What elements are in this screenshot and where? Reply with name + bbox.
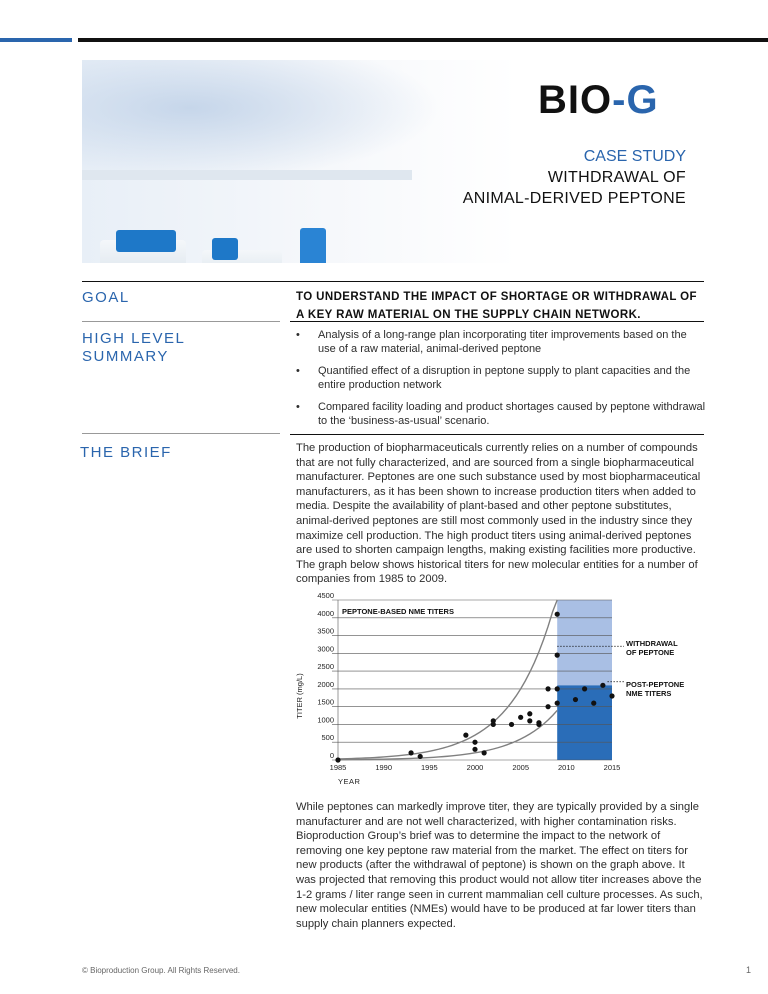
data-point [335, 757, 340, 762]
divider-goal-top [82, 281, 704, 282]
hero-title [463, 146, 686, 209]
data-point [408, 750, 413, 755]
data-point [609, 693, 614, 698]
upper-trend-curve [338, 600, 557, 759]
list-item: • Compared facility loading and product shortages caused by peptone withdrawal to the ‘business-as-usual’ scenario. [296, 401, 706, 427]
post-peptone-label-line1: POST-PEPTONE [626, 680, 685, 689]
data-point [518, 715, 523, 720]
data-point [600, 683, 605, 688]
data-point [527, 711, 532, 716]
y-tick-label: 3000 [317, 644, 334, 654]
brief-heading: THE BRIEF [80, 444, 172, 461]
y-tick-label: 2000 [317, 679, 334, 689]
y-tick-label: 1500 [317, 697, 334, 707]
data-point [527, 718, 532, 723]
hero-title-line2: ANIMAL-DERIVED PEPTONE [462, 190, 686, 207]
data-point [545, 686, 550, 691]
brief-paragraph-1: The production of biopharmaceuticals currently relies on a number of compounds that are not fully characterized, and are sourced from a single biopharmaceutical manufacturer. Peptones are one such substance used by most biopharmaceutical manufacturers, as it has been shown to increase production titers when added to media. Despite the availability of plant-based and other peptone substitutes, animal-derived peptones are still most commonly used in the industry since they maximize cell production. The high product titers using animal-derived peptones are used to shorten campaign lengths, making existing facilities more productive. The graph below shows historical titers for new molecular entities for a number of companies from 1985 to 2009. [296, 442, 701, 586]
titer-chart-svg [290, 592, 710, 797]
list-item: • Analysis of a long-range plan incorporating titer improvements based on the use of a raw material, animal-derived peptone [296, 329, 687, 355]
data-point [555, 612, 560, 617]
chart-title: PEPTONE-BASED NME TITERS [342, 607, 454, 616]
bio-g-logo: BIO-G [538, 78, 659, 122]
data-point [555, 653, 560, 658]
x-tick-label: 1995 [420, 763, 438, 772]
data-point [472, 740, 477, 745]
x-axis-label: YEAR [338, 777, 361, 786]
goal-text: TO UNDERSTAND THE IMPACT OF SHORTAGE OR WITHDRAWAL OF A KEY RAW MATERIAL ON THE SUPPLY CHAIN NETWORK. [296, 291, 697, 321]
y-axis-label: TITER (mg/L) [295, 673, 304, 719]
data-point [591, 701, 596, 706]
withdrawal-label-line2: OF PEPTONE [626, 648, 675, 657]
data-point [463, 733, 468, 738]
header-accent-bar [0, 38, 72, 42]
summary-heading: HIGH LEVEL SUMMARY [82, 330, 186, 365]
data-point [472, 747, 477, 752]
data-point [482, 750, 487, 755]
copyright: © Bioproduction Group. All Rights Reserved. [82, 966, 240, 975]
data-point [491, 718, 496, 723]
y-tick-label: 1000 [317, 715, 334, 725]
divider-left-2 [82, 433, 280, 434]
data-point [545, 704, 550, 709]
x-tick-label: 2015 [603, 763, 621, 772]
summary-list [296, 328, 706, 436]
data-point [555, 686, 560, 691]
y-tick-label: 4000 [317, 608, 334, 618]
data-point [555, 701, 560, 706]
y-tick-label: 3500 [317, 626, 334, 636]
data-point [582, 686, 587, 691]
data-point [536, 720, 541, 725]
y-tick-label: 0 [329, 751, 334, 760]
y-tick-label: 2500 [317, 662, 334, 672]
list-item: • Quantified effect of a disruption in peptone supply to plant capacities and the entire production network [296, 365, 691, 391]
withdrawal-region-lower [557, 685, 612, 760]
hero-title-line1: WITHDRAWAL OF [547, 169, 686, 186]
data-point [418, 754, 423, 759]
brief-paragraph-2: While peptones can markedly improve titer, they are typically provided by a single manufacturer and are not well characterized, with higher contamination risks. Bioproduction Group’s brief was to determine the impact to the network of removing one key peptone raw material from the market. The effect on titers for new products (after the withdrawal of peptone) is shown on the graph above. It was projected that removing this product would not allow titer increases above the 1-2 grams / liter range seen in current mammalian cell culture processes. As such, new molecular entities (NMEs) would have to be produced at far lower titers than supply chain planners expected. [296, 801, 703, 930]
withdrawal-label-line1: WITHDRAWAL [626, 639, 678, 648]
divider-left-1 [82, 321, 280, 322]
x-tick-label: 1990 [375, 763, 393, 772]
y-tick-label: 500 [321, 733, 334, 743]
data-point [509, 722, 514, 727]
x-tick-label: 2010 [557, 763, 575, 772]
x-tick-label: 1985 [329, 763, 347, 772]
x-tick-label: 2000 [466, 763, 484, 772]
header-rule [78, 38, 768, 42]
lower-trend-curve [338, 710, 557, 759]
y-tick-label: 4500 [317, 592, 334, 600]
case-study-label: CASE STUDY [583, 148, 686, 165]
withdrawal-region-upper [557, 600, 612, 685]
titer-chart [290, 592, 710, 797]
post-peptone-label-line2: NME TITERS [626, 689, 672, 698]
data-point [573, 697, 578, 702]
goal-heading: GOAL [82, 289, 130, 306]
x-tick-label: 2005 [512, 763, 530, 772]
page-number: 1 [746, 965, 752, 975]
